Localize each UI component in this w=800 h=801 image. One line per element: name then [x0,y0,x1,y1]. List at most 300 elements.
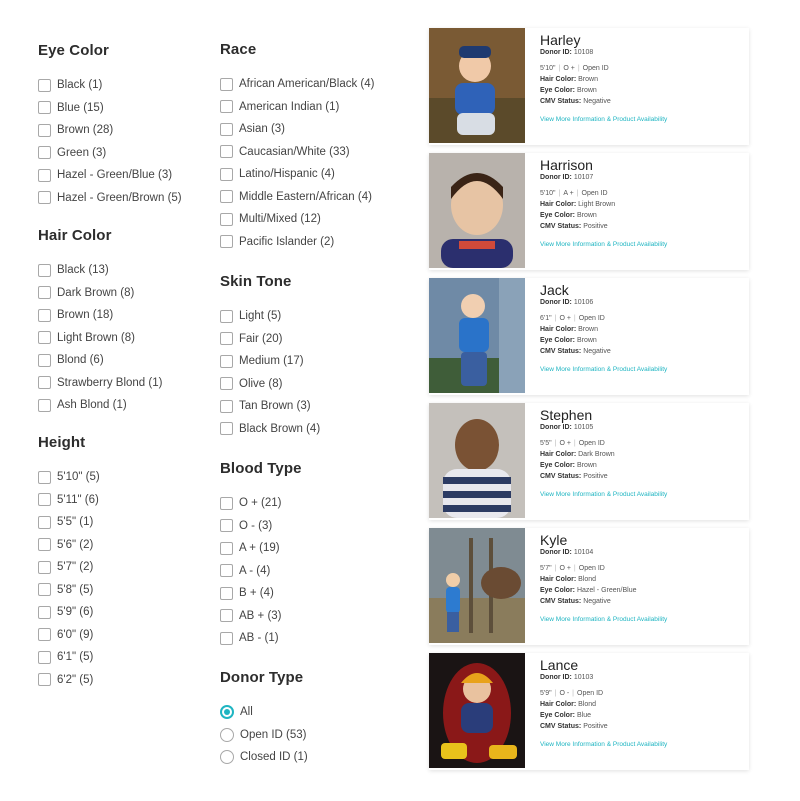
donor-cmv-row [540,723,749,730]
checkbox[interactable] [38,628,51,641]
donor-id-value: 10103 [573,674,594,681]
option-label: Blond (6) [57,354,104,367]
donor-specs [540,565,749,572]
donor-name[interactable]: Jack [540,282,569,298]
race-option[interactable] [220,118,375,141]
eye-color-label: Eye Color: [540,462,576,469]
skin-tone-option[interactable] [220,328,320,351]
skin-tone-option[interactable] [220,305,320,328]
checkbox[interactable] [220,587,233,600]
option-label: 5'9" (6) [57,606,94,619]
race-option[interactable] [220,163,375,186]
checkbox[interactable] [38,493,51,506]
blood-type-option[interactable] [220,515,302,538]
blood-type-option[interactable] [220,560,302,583]
option-label: Brown (28) [57,124,114,137]
view-more-link[interactable]: View More Information & Product Availability [540,491,668,498]
checkbox[interactable] [38,124,51,137]
cmv-status-label: CMV Status: [540,98,582,105]
checkbox[interactable] [220,400,233,413]
donor-cmv-status: Negative [583,98,611,105]
cmv-status-label: CMV Status: [540,473,582,480]
radio-button[interactable] [220,705,234,719]
donor-eye-color: Brown [576,212,597,219]
checkbox[interactable] [38,191,51,204]
hair-color-label: Hair Color: [540,326,577,333]
option-label: 5'8" (5) [57,583,94,596]
hair-color-options [38,259,162,417]
option-label: Medium (17) [239,355,304,368]
checkbox[interactable] [220,190,233,203]
donor-id-type: Open ID [581,190,608,197]
checkbox[interactable] [220,78,233,91]
donor-name[interactable]: Harley [540,32,581,48]
blood-type-option[interactable] [220,582,302,605]
checkbox[interactable] [38,516,51,529]
height-option[interactable] [38,534,100,557]
hair-color-option[interactable] [38,349,162,372]
height-option[interactable] [38,511,100,534]
donor-height: 5'7" [540,565,552,572]
checkbox[interactable] [38,79,51,92]
checkbox[interactable] [220,123,233,136]
eye-color-label: Eye Color: [540,712,576,719]
race-filter [220,40,375,253]
checkbox[interactable] [38,146,51,159]
donor-eye-color: Brown [576,462,597,469]
eye-color-option[interactable] [38,97,182,120]
checkbox[interactable] [220,422,233,435]
option-label: Hazel - Green/Brown (5) [57,191,182,204]
donor-id-label: Donor ID: [540,424,572,431]
donor-card[interactable] [429,403,749,520]
eye-color-label: Eye Color: [540,212,576,219]
height-option[interactable] [38,601,100,624]
donor-id-type: Open ID [582,65,609,72]
donor-name[interactable]: Harrison [540,157,593,173]
donor-info [525,28,749,145]
checkbox[interactable] [38,399,51,412]
donor-card[interactable] [429,28,749,145]
donor-height: 5'10" [540,65,556,72]
cmv-status-label: CMV Status: [540,223,582,230]
donor-id-row [540,424,749,431]
donor-blood-type: O + [559,440,571,447]
donor-name[interactable]: Stephen [540,407,593,423]
option-label: AB + (3) [239,609,282,622]
donor-hair-row [540,326,749,333]
race-title: Race [220,41,257,58]
donor-card[interactable] [429,278,749,395]
hair-color-title: Hair Color [38,227,112,244]
donor-photo[interactable] [429,653,525,768]
hair-color-option[interactable] [38,327,162,350]
hair-color-option[interactable] [38,259,162,282]
option-label: All [240,706,253,719]
donor-blood-type: O + [559,315,571,322]
donor-cmv-status: Positive [583,723,608,730]
donor-id-row [540,674,749,681]
option-label: Black (1) [57,79,103,92]
donor-list [429,28,749,778]
view-more-link[interactable]: View More Information & Product Availability [540,241,668,248]
height-option[interactable] [38,579,100,602]
blood-type-option[interactable] [220,605,302,628]
donor-cmv-row [540,98,749,105]
option-label: 6'0" (9) [57,628,94,641]
checkbox[interactable] [220,168,233,181]
divider: | [554,440,557,447]
option-label: 6'1" (5) [57,651,94,664]
donor-cmv-status: Positive [583,223,608,230]
donor-type-option[interactable] [220,724,308,747]
donor-eye-row [540,212,749,219]
donor-id-label: Donor ID: [540,49,572,56]
divider: | [554,315,557,322]
divider: | [558,65,561,72]
donor-id-label: Donor ID: [540,674,572,681]
donor-cmv-status: Negative [583,348,611,355]
donor-info [525,278,749,395]
donor-type-option[interactable] [220,701,308,724]
checkbox[interactable] [38,606,51,619]
cmv-status-label: CMV Status: [540,598,582,605]
donor-hair-color: Light Brown [578,201,616,208]
skin-tone-title: Skin Tone [220,273,292,290]
option-label: AB - (1) [239,632,279,645]
checkbox[interactable] [38,309,51,322]
divider: | [554,690,557,697]
donor-hair-color: Brown [578,326,598,333]
hair-color-label: Hair Color: [540,201,577,208]
donor-info [525,403,749,520]
option-label: A + (19) [239,542,280,555]
checkbox[interactable] [220,497,233,510]
hair-color-label: Hair Color: [540,76,577,83]
checkbox[interactable] [220,519,233,532]
option-label: Green (3) [57,146,107,159]
option-label: Ash Blond (1) [57,399,127,412]
option-label: Open ID (53) [240,728,307,741]
eye-color-option[interactable] [38,142,182,165]
donor-card[interactable] [429,153,749,270]
donor-eye-row [540,337,749,344]
race-option[interactable] [220,208,375,231]
option-label: Pacific Islander (2) [239,235,335,248]
option-label: B + (4) [239,587,274,600]
donor-height: 5'10" [540,190,556,197]
view-more-link[interactable]: View More Information & Product Availability [540,366,668,373]
blood-type-options [220,492,302,650]
checkbox[interactable] [38,673,51,686]
option-label: Dark Brown (8) [57,286,135,299]
option-label: O - (3) [239,519,273,532]
donor-id-row [540,299,749,306]
option-label: O + (21) [239,497,282,510]
option-label: American Indian (1) [239,100,340,113]
option-label: 5'10" (5) [57,471,100,484]
option-label: Asian (3) [239,123,286,136]
option-label: Middle Eastern/African (4) [239,190,372,203]
checkbox[interactable] [220,632,233,645]
hair-color-option[interactable] [38,304,162,327]
donor-height: 5'9" [540,690,552,697]
option-label: Light (5) [239,310,282,323]
checkbox[interactable] [38,471,51,484]
checkbox[interactable] [220,100,233,113]
donor-eye-row [540,87,749,94]
checkbox[interactable] [220,332,233,345]
checkbox[interactable] [38,376,51,389]
donor-height: 6'1" [540,315,552,322]
hair-color-label: Hair Color: [540,701,577,708]
option-label: Closed ID (1) [240,751,308,764]
checkbox[interactable] [220,609,233,622]
donor-cmv-row [540,348,749,355]
donor-photo[interactable] [429,153,525,268]
option-label: A - (4) [239,564,271,577]
donor-id-value: 10107 [573,174,594,181]
height-option[interactable] [38,669,100,692]
donor-id-type: Open ID [578,565,605,572]
checkbox[interactable] [38,583,51,596]
height-option[interactable] [38,556,100,579]
option-label: Caucasian/White (33) [239,145,350,158]
skin-tone-option[interactable] [220,418,320,441]
checkbox[interactable] [38,331,51,344]
blood-type-option[interactable] [220,537,302,560]
donor-hair-row [540,76,749,83]
option-label: 6'2" (5) [57,673,94,686]
donor-specs [540,690,749,697]
donor-hair-row [540,701,749,708]
eye-color-option[interactable] [38,119,182,142]
option-label: 5'5" (1) [57,516,94,529]
cmv-status-label: CMV Status: [540,348,582,355]
donor-blood-type: A + [563,190,574,197]
donor-cmv-status: Positive [583,473,608,480]
option-label: 5'11" (6) [57,493,99,506]
divider: | [573,440,576,447]
view-more-link[interactable]: View More Information & Product Availability [540,741,668,748]
donor-photo[interactable] [429,278,525,393]
donor-cmv-status: Negative [583,598,611,605]
donor-eye-row [540,587,749,594]
donor-id-value: 10104 [573,549,594,556]
option-label: Latino/Hispanic (4) [239,168,335,181]
checkbox[interactable] [220,310,233,323]
view-more-link[interactable]: View More Information & Product Availability [540,116,668,123]
donor-type-title: Donor Type [220,669,304,686]
hair-color-option[interactable] [38,372,162,395]
donor-hair-color: Blond [578,576,597,583]
option-label: Olive (8) [239,377,283,390]
divider: | [576,190,579,197]
race-option[interactable] [220,73,375,96]
cmv-status-label: CMV Status: [540,723,582,730]
divider: | [554,565,557,572]
height-option[interactable] [38,489,100,512]
donor-id-label: Donor ID: [540,299,572,306]
donor-photo[interactable] [429,528,525,643]
checkbox[interactable] [220,145,233,158]
donor-eye-row [540,712,749,719]
skin-tone-option[interactable] [220,373,320,396]
height-option[interactable] [38,646,100,669]
donor-id-type: Open ID [577,690,604,697]
hair-color-option[interactable] [38,394,162,417]
skin-tone-option[interactable] [220,395,320,418]
option-label: Light Brown (8) [57,331,135,344]
height-option[interactable] [38,466,100,489]
height-title: Height [38,434,86,451]
option-label: Black Brown (4) [239,422,321,435]
divider: | [573,565,576,572]
checkbox[interactable] [220,235,233,248]
donor-hair-row [540,576,749,583]
checkbox[interactable] [38,561,51,574]
donor-blood-type: O + [563,65,575,72]
skin-tone-option[interactable] [220,350,320,373]
donor-photo[interactable] [429,28,525,143]
divider: | [572,690,574,697]
donor-name[interactable]: Kyle [540,532,568,548]
donor-hair-color: Dark Brown [578,451,615,458]
option-label: Multi/Mixed (12) [239,213,321,226]
divider: | [577,65,580,72]
skin-tone-filter [220,272,320,440]
option-label: Brown (18) [57,309,114,322]
donor-eye-color: Brown [576,87,597,94]
donor-info [525,528,749,645]
donor-hair-row [540,201,749,208]
race-option[interactable] [220,186,375,209]
eye-color-label: Eye Color: [540,337,576,344]
checkbox[interactable] [220,377,233,390]
eye-color-option[interactable] [38,164,182,187]
eye-color-label: Eye Color: [540,587,576,594]
option-label: 5'7" (2) [57,561,94,574]
donor-info [525,653,749,770]
blood-type-option[interactable] [220,492,302,515]
checkbox[interactable] [38,264,51,277]
donor-hair-color: Blond [578,701,597,708]
donor-eye-color: Brown [576,337,597,344]
checkbox[interactable] [220,564,233,577]
donor-cmv-row [540,473,749,480]
donor-type-filter [220,668,308,769]
skin-tone-options [220,305,320,440]
checkbox[interactable] [38,354,51,367]
donor-type-option[interactable] [220,746,308,769]
checkbox[interactable] [220,213,233,226]
donor-id-label: Donor ID: [540,174,572,181]
view-more-link[interactable]: View More Information & Product Availability [540,616,668,623]
eye-color-option[interactable] [38,187,182,210]
donor-card[interactable] [429,528,749,645]
height-filter [38,433,100,691]
eye-color-label: Eye Color: [540,87,576,94]
checkbox[interactable] [38,169,51,182]
donor-id-type: Open ID [578,440,605,447]
donor-specs [540,440,749,447]
checkbox[interactable] [220,355,233,368]
radio-button[interactable] [220,728,234,742]
donor-photo[interactable] [429,403,525,518]
radio-button[interactable] [220,750,234,764]
divider: | [558,190,561,197]
checkbox[interactable] [220,542,233,555]
donor-id-row [540,49,749,56]
race-option[interactable] [220,96,375,119]
blood-type-option[interactable] [220,627,302,650]
donor-eye-row [540,462,749,469]
checkbox[interactable] [38,538,51,551]
height-options [38,466,100,691]
height-option[interactable] [38,624,100,647]
divider: | [573,315,576,322]
option-label: Tan Brown (3) [239,400,311,413]
donor-eye-color: Blue [576,712,591,719]
donor-id-label: Donor ID: [540,549,572,556]
option-label: African American/Black (4) [239,78,375,91]
eye-color-option[interactable] [38,74,182,97]
blood-type-title: Blood Type [220,460,302,477]
option-label: 5'6" (2) [57,538,94,551]
hair-color-filter [38,226,162,417]
donor-specs [540,65,749,72]
donor-specs [540,315,749,322]
donor-hair-row [540,451,749,458]
race-option[interactable] [220,231,375,254]
option-label: Hazel - Green/Blue (3) [57,169,173,182]
race-option[interactable] [220,141,375,164]
race-options [220,73,375,253]
donor-specs [540,190,749,197]
donor-id-type: Open ID [578,315,605,322]
checkbox[interactable] [38,101,51,114]
hair-color-label: Hair Color: [540,451,577,458]
donor-id-value: 10106 [573,299,594,306]
hair-color-option[interactable] [38,282,162,305]
eye-color-options [38,74,182,209]
donor-eye-color: Hazel - Green/Blue [576,587,637,594]
donor-card[interactable] [429,653,749,770]
donor-type-options [220,701,308,769]
checkbox[interactable] [38,651,51,664]
donor-id-value: 10108 [573,49,594,56]
option-label: Fair (20) [239,332,283,345]
option-label: Blue (15) [57,101,104,114]
donor-blood-type: O + [559,565,571,572]
hair-color-label: Hair Color: [540,576,577,583]
donor-info [525,153,749,270]
donor-blood-type: O - [559,690,570,697]
option-label: Black (13) [57,264,109,277]
donor-height: 5'5" [540,440,552,447]
eye-color-filter [38,41,182,209]
donor-hair-color: Brown [578,76,598,83]
donor-id-row [540,549,749,556]
option-label: Strawberry Blond (1) [57,376,163,389]
blood-type-filter [220,459,302,650]
donor-cmv-row [540,223,749,230]
checkbox[interactable] [38,286,51,299]
donor-cmv-row [540,598,749,605]
donor-id-value: 10105 [573,424,594,431]
eye-color-title: Eye Color [38,42,109,59]
donor-name[interactable]: Lance [540,657,579,673]
